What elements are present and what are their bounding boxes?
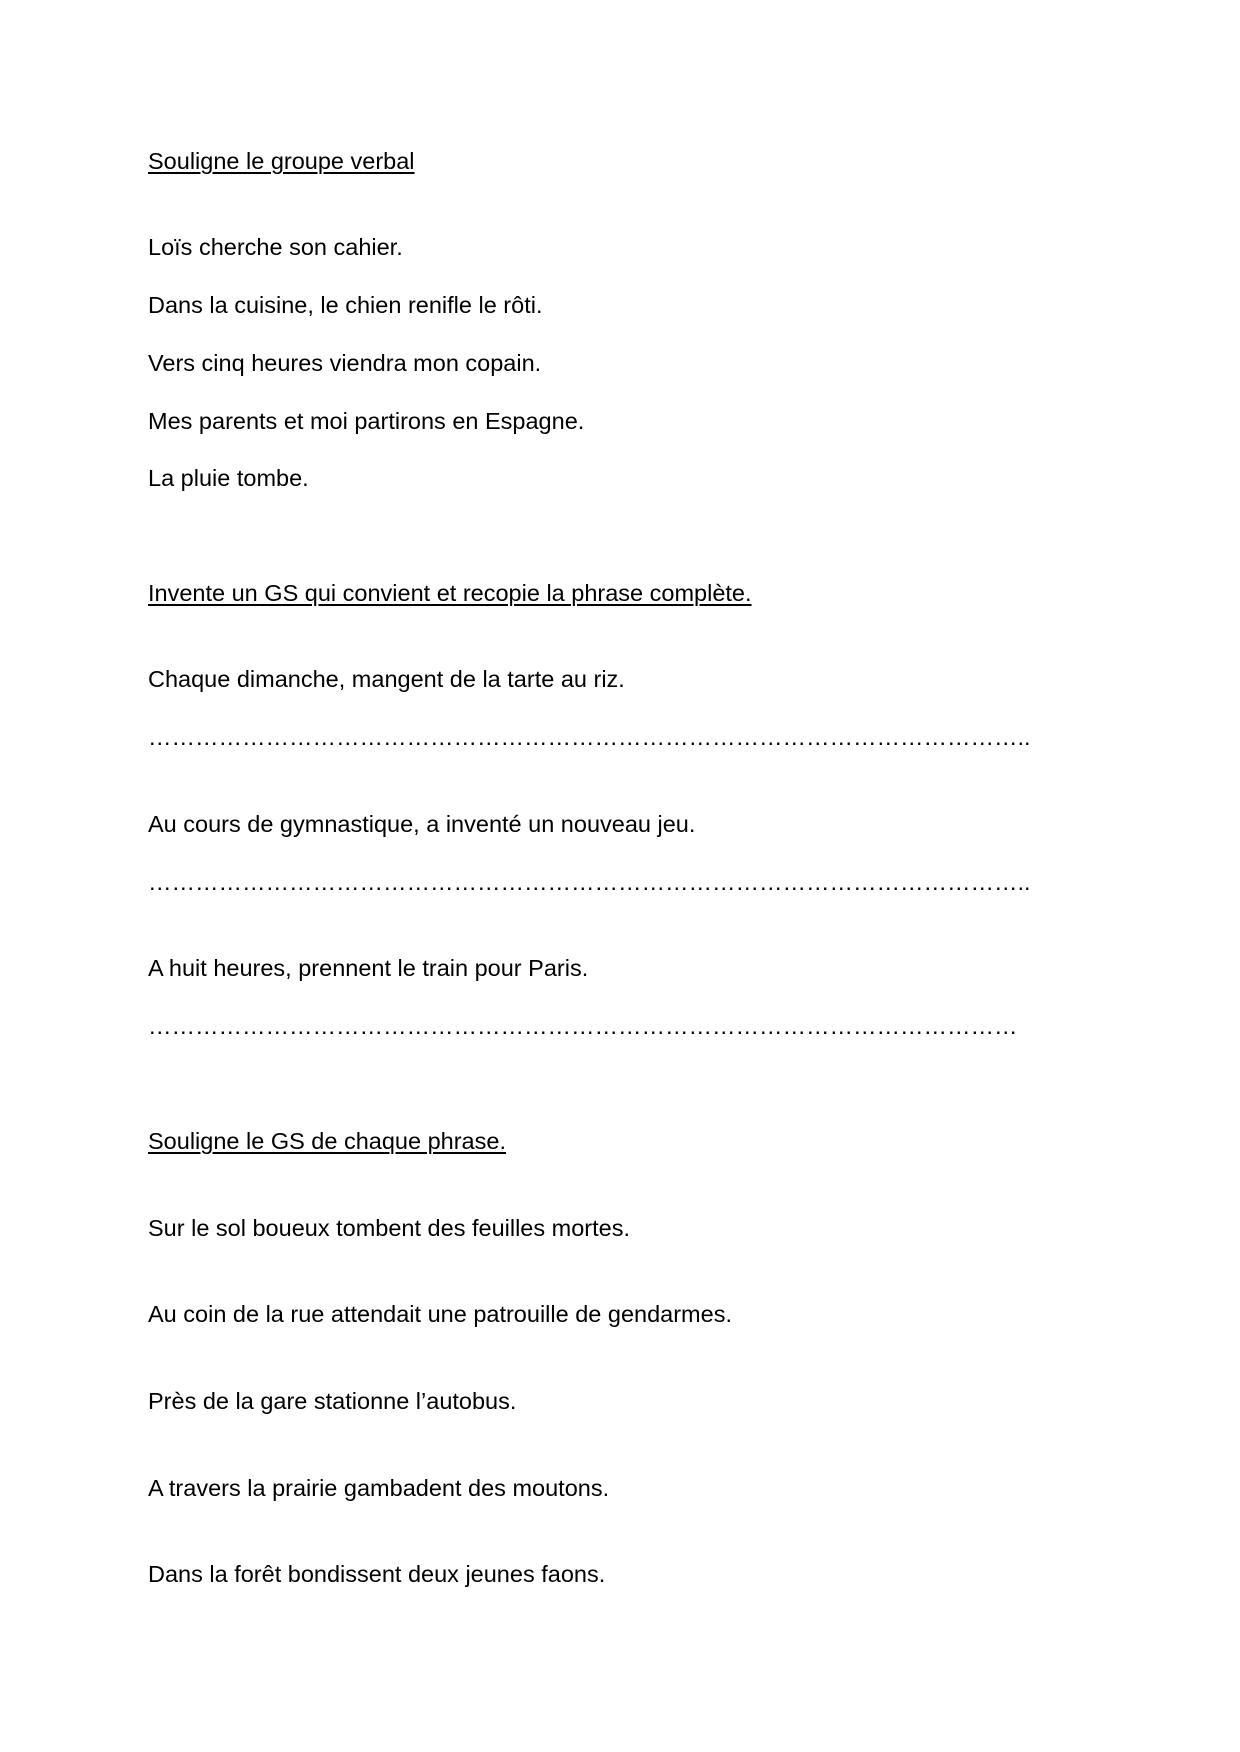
exercise-2-sentence: Au cours de gymnastique, a inventé un nouveau jeu. (148, 811, 696, 837)
exercise-3-sentence: Sur le sol boueux tombent des feuilles mortes. (148, 1215, 631, 1241)
exercise-3-sentence: A travers la prairie gambadent des moutons. (148, 1475, 610, 1501)
exercise-3-sentence: Près de la gare stationne l’autobus. (148, 1388, 517, 1414)
exercise-1-sentence: Dans la cuisine, le chien renifle le rôti. (148, 292, 543, 318)
exercise-1-sentence: Vers cinq heures viendra mon copain. (148, 350, 542, 376)
exercise-3-sentence: Au coin de la rue attendait une patrouille de gendarmes. (148, 1301, 732, 1327)
exercise-2-heading: Invente un GS qui convient et recopie la phrase complète. (148, 580, 752, 606)
exercise-1-sentence: La pluie tombe. (148, 465, 309, 491)
answer-line: ………………………………………………………………………………………………….. (148, 869, 1031, 895)
exercise-3-heading: Souligne le GS de chaque phrase. (148, 1128, 506, 1154)
exercise-1-heading: Souligne le groupe verbal (148, 148, 415, 174)
exercise-1-sentence: Loïs cherche son cahier. (148, 234, 403, 260)
exercise-2-sentence: Chaque dimanche, mangent de la tarte au riz. (148, 666, 625, 692)
exercise-3-sentence: Dans la forêt bondissent deux jeunes faons. (148, 1561, 606, 1587)
exercise-2-sentence: A huit heures, prennent le train pour Paris. (148, 955, 589, 981)
exercise-1-sentence: Mes parents et moi partirons en Espagne. (148, 408, 585, 434)
answer-line: ………………………………………………………………………………………………… (148, 1013, 1018, 1039)
answer-line: ………………………………………………………………………………………………….. (148, 724, 1031, 750)
